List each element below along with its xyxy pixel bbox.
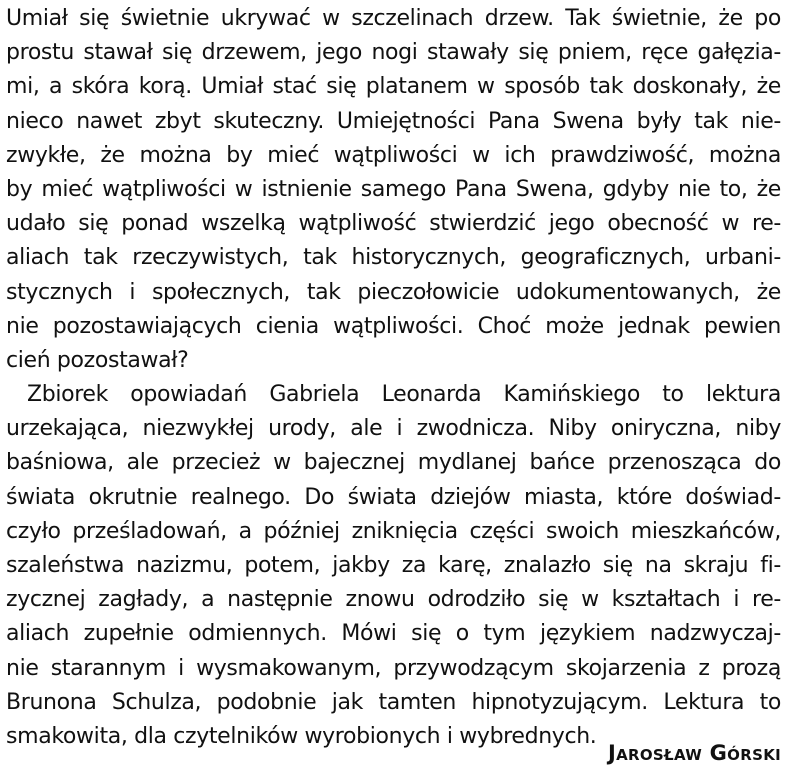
text-line: smakowita, dla czytelników wyrobionych i wybrednych. (6, 723, 597, 749)
text-line: aliach tak rzeczywistych, tak historycznych, geograficznych, urbani- (6, 245, 781, 271)
text-line: mi, a skóra korą. Umiał stać się platanem w sposób tak doskonały, że (6, 74, 781, 100)
text-line: Zbiorek opowiadań Gabriela Leonarda Kamińskiego to lektura (27, 382, 781, 408)
text-line: nieco nawet zbyt skuteczny. Umiejętności Pana Swena były tak nie- (6, 108, 781, 134)
text-line: stycznych i społecznych, tak pieczołowicie udokumentowanych, że (6, 279, 781, 305)
text-line: czyło prześladowań, a później zniknięcia części swoich mieszkańców, (6, 518, 781, 544)
paragraph-1 (6, 2, 781, 378)
text-line: urzekająca, niezwykłej urody, ale i zwodnicza. Niby oniryczna, niby (6, 416, 781, 442)
text-line: zwykłe, że można by mieć wątpliwości w ich prawdziwość, można (6, 142, 781, 168)
text-line: Brunona Schulza, podobnie jak tamten hipnotyzującym. Lektura to (6, 689, 781, 715)
text-line: nie starannym i wysmakowanym, przywodzącym skojarzenia z prozą (6, 655, 781, 681)
text-line: zycznej zagłady, a następnie znowu odrodziło się w kształtach i re- (6, 587, 781, 613)
text-line: udało się ponad wszelką wątpliwość stwierdzić jego obecność w re- (6, 211, 781, 237)
author-signature: Jarosław Górski (608, 741, 781, 765)
paragraph-2 (6, 378, 781, 754)
review-text (6, 2, 781, 754)
text-line: baśniowa, ale przecież w bajecznej mydlanej bańce przenosząca do (6, 450, 781, 476)
text-line: cień pozostawał? (6, 347, 189, 373)
text-line: prostu stawał się drzewem, jego nogi stawały się pniem, ręce gałęzia- (6, 40, 781, 66)
text-line: Umiał się świetnie ukrywać w szczelinach drzew. Tak świetnie, że po (6, 6, 781, 31)
text-line: nie pozostawiających cienia wątpliwości. Choć może jednak pewien (6, 313, 781, 339)
text-line: aliach zupełnie odmiennych. Mówi się o tym językiem nadzwyczaj- (6, 621, 781, 647)
text-line: świata okrutnie realnego. Do świata dziejów miasta, które doświad- (6, 484, 781, 510)
text-line: by mieć wątpliwości w istnienie samego Pana Swena, gdyby nie to, że (6, 176, 781, 202)
text-line: szaleństwa nazizmu, potem, jakby za karę, znalazło się na skraju fi- (6, 553, 781, 578)
